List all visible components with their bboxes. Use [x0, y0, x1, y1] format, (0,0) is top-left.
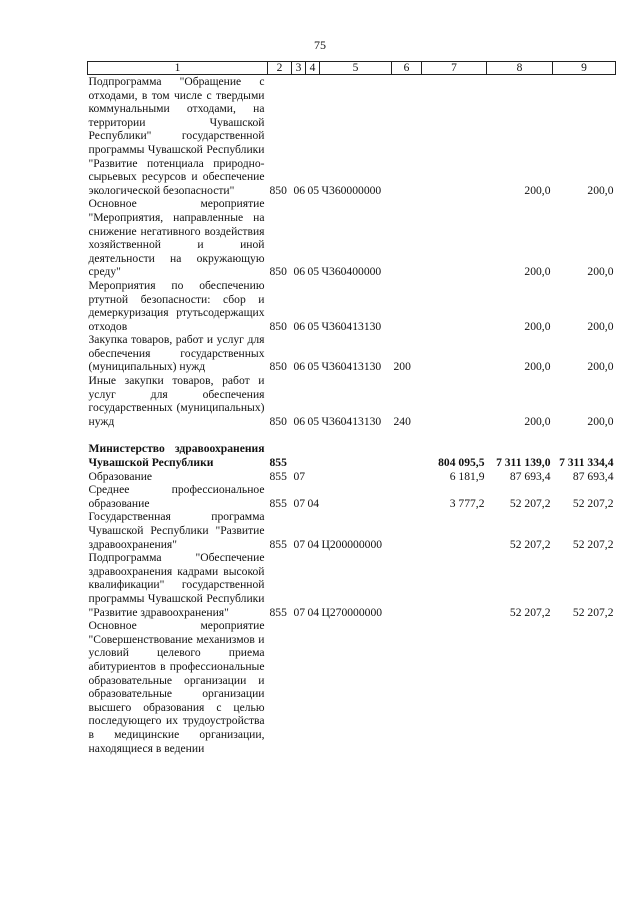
header-cell: 9 — [553, 62, 616, 75]
amount-col9: 52 207,2 — [572, 605, 614, 619]
spacer-row — [88, 428, 616, 442]
subsection-code — [306, 442, 320, 469]
expense-type-code — [392, 619, 422, 755]
table-row — [88, 374, 616, 428]
header-cell: 6 — [392, 62, 422, 75]
subsection-code: 05 — [307, 319, 320, 333]
expense-type-code: 200 — [393, 360, 411, 374]
amount-col8: 200,0 — [524, 319, 551, 333]
gr-code: 855 — [269, 469, 287, 483]
table-body — [88, 75, 616, 756]
gr-code: 850 — [269, 414, 287, 428]
table-row — [88, 333, 616, 374]
table-header-row — [88, 62, 616, 75]
gr-code: 850 — [269, 183, 287, 197]
header-cell: 8 — [487, 62, 553, 75]
amount-col8: 52 207,2 — [509, 537, 551, 551]
gr-code: 850 — [269, 360, 287, 374]
expense-type-code — [392, 75, 422, 198]
gr-code: 855 — [269, 496, 287, 510]
gr-code: 855 — [269, 605, 287, 619]
target-article-code — [320, 619, 392, 755]
gr-code: 855 — [269, 537, 287, 551]
gr-code: 850 — [269, 265, 287, 279]
amount-col8 — [487, 619, 553, 755]
header-cell: 2 — [268, 62, 292, 75]
amount-col8: 200,0 — [524, 414, 551, 428]
amount-col7 — [422, 197, 487, 279]
row-name: Министерство здравоохранения Чувашской Республики — [88, 442, 265, 470]
amount-col8: 52 207,2 — [509, 496, 551, 510]
expense-type-code — [392, 551, 422, 619]
section-code: 06 — [293, 360, 306, 374]
subsection-code — [306, 470, 320, 484]
amount-col7 — [422, 510, 487, 551]
subsection-code: 05 — [307, 414, 320, 428]
subsection-code: 05 — [307, 265, 320, 279]
amount-col7: 3 777,2 — [449, 496, 485, 510]
amount-col9: 200,0 — [587, 319, 614, 333]
target-article-code: Ч360413130 — [321, 319, 382, 333]
target-article-code: Ч360413130 — [321, 414, 382, 428]
amount-col9: 200,0 — [587, 183, 614, 197]
amount-col8: 200,0 — [524, 183, 551, 197]
section-code — [292, 619, 306, 755]
expense-type-code — [392, 442, 422, 469]
target-article-code: Ц200000000 — [321, 537, 383, 551]
target-article-code: Ц270000000 — [321, 605, 383, 619]
amount-col7: 6 181,9 — [449, 469, 485, 483]
expense-type-code — [392, 470, 422, 484]
expense-type-code: 240 — [393, 414, 411, 428]
table-row — [88, 551, 616, 619]
gr-code: 855 — [269, 456, 287, 470]
table-row — [88, 619, 616, 755]
subsection-code: 05 — [307, 360, 320, 374]
amount-col9: 200,0 — [587, 360, 614, 374]
table-row — [88, 442, 616, 469]
amount-col7 — [422, 333, 487, 374]
gr-code — [268, 619, 292, 755]
budget-table — [87, 61, 616, 755]
row-name: Основное мероприятие "Мероприятия, направленные на снижение негативного воздействия хозяйственной и иной деятельности на окружающую среду" — [88, 197, 265, 279]
amount-col7 — [422, 374, 487, 428]
expense-type-code — [392, 510, 422, 551]
table-row — [88, 510, 616, 551]
amount-col8: 200,0 — [524, 360, 551, 374]
section-code: 07 — [293, 469, 306, 483]
page-number: 75 — [314, 38, 326, 52]
amount-col9: 200,0 — [587, 414, 614, 428]
section-code: 07 — [293, 605, 306, 619]
amount-col7 — [422, 619, 487, 755]
row-name: Государственная программа Чувашской Республики "Развитие здравоохранения" — [88, 510, 265, 551]
amount-col7 — [422, 551, 487, 619]
header-cell: 1 — [88, 62, 268, 75]
target-article-code — [320, 483, 392, 510]
amount-col7 — [422, 279, 487, 333]
subsection-code — [306, 619, 320, 755]
target-article-code — [320, 470, 392, 484]
amount-col8: 87 693,4 — [509, 469, 551, 483]
row-name: Иные закупки товаров, работ и услуг для обеспечения государственных (муниципальных) нужд — [88, 374, 265, 428]
subsection-code: 04 — [307, 496, 320, 510]
expense-type-code — [392, 197, 422, 279]
row-name: Среднее профессиональное образование — [88, 483, 265, 510]
amount-col8: 7 311 139,0 — [496, 456, 551, 470]
section-code: 06 — [293, 319, 306, 333]
expense-type-code — [392, 279, 422, 333]
target-article-code: Ч360400000 — [321, 265, 382, 279]
row-name: Основное мероприятие "Совершенствование механизмов и условий целевого приема абитуриентов в профессиональные образовательные организации и образовательные организации высшего образования с целью последующего их трудоустройства в медицинские организации, находящиеся в ведении — [88, 619, 265, 755]
expense-type-code — [392, 483, 422, 510]
amount-col8: 52 207,2 — [509, 605, 551, 619]
target-article-code: Ч360000000 — [321, 183, 382, 197]
table-row — [88, 197, 616, 279]
section-code — [292, 442, 306, 469]
table-row — [88, 470, 616, 484]
amount-col9: 200,0 — [587, 265, 614, 279]
amount-col9: 52 207,2 — [572, 537, 614, 551]
header-cell: 5 — [320, 62, 392, 75]
table-row — [88, 483, 616, 510]
amount-col9: 7 311 334,4 — [559, 456, 614, 470]
section-code: 07 — [293, 496, 306, 510]
target-article-code: Ч360413130 — [321, 360, 382, 374]
gr-code: 850 — [269, 319, 287, 333]
row-name: Мероприятия по обеспечению ртутной безопасности: сбор и демеркуризация ртутьсодержащих отходов — [88, 278, 265, 333]
header-cell: 7 — [422, 62, 487, 75]
subsection-code: 05 — [307, 183, 320, 197]
section-code: 06 — [293, 265, 306, 279]
subsection-code: 04 — [307, 605, 320, 619]
row-name: Подпрограмма "Обеспечение здравоохранения кадрами высокой квалификации" государственной программы Чувашской Республики "Развитие здравоохранения" — [88, 551, 265, 619]
amount-col9 — [553, 619, 616, 755]
header-cell: 4 — [306, 62, 320, 75]
amount-col9: 52 207,2 — [572, 496, 614, 510]
target-article-code — [320, 442, 392, 469]
amount-col8: 200,0 — [524, 265, 551, 279]
subsection-code: 04 — [307, 537, 320, 551]
row-name: Закупка товаров, работ и услуг для обеспечения государственных (муниципальных) нужд — [88, 333, 265, 374]
amount-col9: 87 693,4 — [572, 469, 614, 483]
section-code: 06 — [293, 183, 306, 197]
amount-col7: 804 095,5 — [438, 456, 485, 470]
row-name: Образование — [88, 469, 153, 483]
row-name: Подпрограмма "Обращение с отходами, в том числе с твердыми коммунальными отходами, на территории Чувашской Республики" государственной программы Чувашской Республики "Развитие потенциала природно-сырьевых ресурсов и обеспечение экологической безопасности" — [88, 75, 265, 197]
table-row — [88, 279, 616, 333]
header-cell: 3 — [292, 62, 306, 75]
amount-col7 — [422, 75, 487, 198]
section-code: 06 — [293, 414, 306, 428]
table-row — [88, 75, 616, 198]
section-code: 07 — [293, 537, 306, 551]
